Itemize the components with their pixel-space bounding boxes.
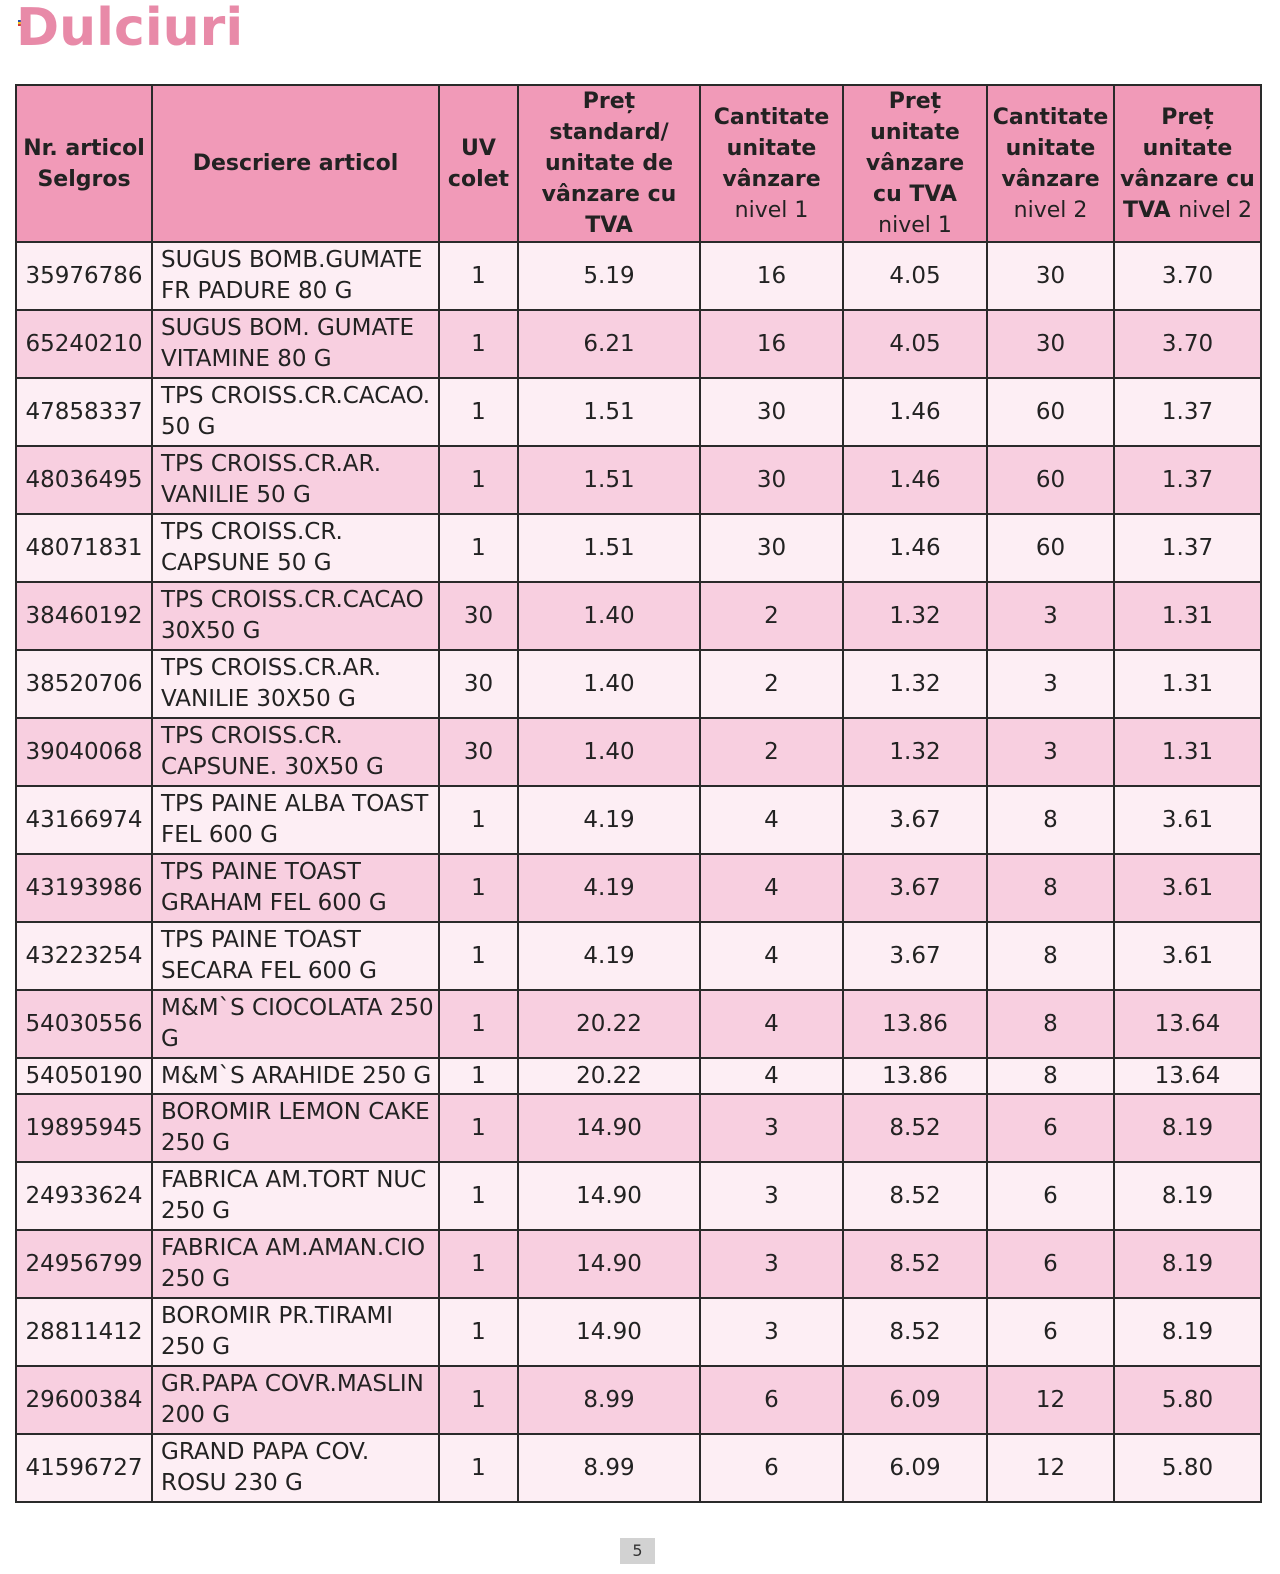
cell-descriere: SUGUS BOMB.GUMATE FR PADURE 80 G [152,242,439,310]
header-pret-nivel-1: Preț unitate vânzare cu TVA nivel 1 [843,85,987,242]
cell-pret-nivel-2: 1.31 [1114,718,1261,786]
cell-pret-standard: 8.99 [518,1366,700,1434]
cell-pret-nivel-1: 8.52 [843,1298,987,1366]
page-title: Dulciuri [16,0,244,58]
cell-descriere: TPS PAINE ALBA TOAST FEL 600 G [152,786,439,854]
cell-pret-nivel-2: 5.80 [1114,1434,1261,1502]
cell-nr-articol: 48071831 [16,514,152,582]
cell-nr-articol: 35976786 [16,242,152,310]
table-row [16,310,1261,378]
cell-uv-colet: 1 [439,446,518,514]
cell-cantitate-nivel-1: 30 [700,514,843,582]
cell-pret-standard: 5.19 [518,242,700,310]
cell-pret-nivel-2: 8.19 [1114,1162,1261,1230]
header-pret-nivel-2: Preț unitate vânzare cu TVA nivel 2 [1114,85,1261,242]
cell-pret-standard: 1.40 [518,582,700,650]
cell-cantitate-nivel-1: 3 [700,1094,843,1162]
cell-pret-nivel-1: 6.09 [843,1434,987,1502]
cell-cantitate-nivel-1: 6 [700,1434,843,1502]
cell-pret-nivel-1: 6.09 [843,1366,987,1434]
cell-cantitate-nivel-2: 8 [987,990,1114,1058]
cell-nr-articol: 39040068 [16,718,152,786]
cell-pret-nivel-1: 1.46 [843,378,987,446]
cell-nr-articol: 24933624 [16,1162,152,1230]
cell-pret-standard: 6.21 [518,310,700,378]
cell-nr-articol: 48036495 [16,446,152,514]
cell-nr-articol: 65240210 [16,310,152,378]
cell-cantitate-nivel-1: 4 [700,786,843,854]
cell-cantitate-nivel-1: 3 [700,1230,843,1298]
cell-pret-nivel-2: 1.37 [1114,378,1261,446]
cell-cantitate-nivel-1: 2 [700,650,843,718]
cell-descriere: TPS PAINE TOAST SECARA FEL 600 G [152,922,439,990]
cell-uv-colet: 30 [439,582,518,650]
header-cantitate-nivel-1: Cantitate unitate vânzare nivel 1 [700,85,843,242]
cell-nr-articol: 24956799 [16,1230,152,1298]
cell-cantitate-nivel-1: 3 [700,1162,843,1230]
cell-cantitate-nivel-2: 30 [987,310,1114,378]
cell-pret-standard: 20.22 [518,990,700,1058]
cell-uv-colet: 1 [439,1298,518,1366]
table-row [16,1094,1261,1162]
cell-cantitate-nivel-2: 6 [987,1162,1114,1230]
cell-cantitate-nivel-2: 3 [987,582,1114,650]
cell-pret-nivel-2: 13.64 [1114,1058,1261,1094]
cell-pret-nivel-1: 1.32 [843,650,987,718]
cell-pret-nivel-1: 13.86 [843,1058,987,1094]
cell-pret-nivel-1: 4.05 [843,242,987,310]
cell-cantitate-nivel-1: 6 [700,1366,843,1434]
cell-cantitate-nivel-2: 60 [987,378,1114,446]
cell-pret-nivel-2: 1.31 [1114,582,1261,650]
page-number: 5 [620,1538,655,1564]
header-nr-articol: Nr. articol Selgros [16,85,152,242]
cell-cantitate-nivel-1: 30 [700,446,843,514]
cell-pret-nivel-1: 1.46 [843,446,987,514]
cell-pret-nivel-1: 13.86 [843,990,987,1058]
cell-pret-nivel-1: 3.67 [843,786,987,854]
header-descriere: Descriere articol [152,85,439,242]
cell-nr-articol: 54030556 [16,990,152,1058]
cell-pret-nivel-1: 1.46 [843,514,987,582]
cell-cantitate-nivel-1: 16 [700,310,843,378]
cell-pret-nivel-2: 1.31 [1114,650,1261,718]
cell-nr-articol: 54050190 [16,1058,152,1094]
cell-nr-articol: 43223254 [16,922,152,990]
cell-uv-colet: 1 [439,1434,518,1502]
cell-uv-colet: 1 [439,310,518,378]
cell-pret-standard: 8.99 [518,1434,700,1502]
cell-nr-articol: 47858337 [16,378,152,446]
table-body [16,242,1261,1502]
cell-descriere: TPS CROISS.CR. CAPSUNE. 30X50 G [152,718,439,786]
cell-descriere: BOROMIR PR.TIRAMI 250 G [152,1298,439,1366]
cell-pret-nivel-2: 8.19 [1114,1094,1261,1162]
cell-cantitate-nivel-1: 4 [700,854,843,922]
cell-descriere: M&M`S CIOCOLATA 250 G [152,990,439,1058]
cell-cantitate-nivel-2: 8 [987,1058,1114,1094]
cell-pret-nivel-2: 1.37 [1114,446,1261,514]
cell-uv-colet: 1 [439,1162,518,1230]
cell-cantitate-nivel-2: 30 [987,242,1114,310]
cell-cantitate-nivel-2: 6 [987,1230,1114,1298]
cell-pret-nivel-2: 1.37 [1114,514,1261,582]
cell-descriere: TPS CROISS.CR.CACAO 30X50 G [152,582,439,650]
cell-cantitate-nivel-1: 2 [700,718,843,786]
cell-uv-colet: 1 [439,514,518,582]
cell-pret-nivel-1: 8.52 [843,1230,987,1298]
cell-pret-standard: 14.90 [518,1298,700,1366]
price-table [15,84,1262,1503]
cell-uv-colet: 1 [439,786,518,854]
cell-nr-articol: 43193986 [16,854,152,922]
cell-descriere: TPS CROISS.CR. CAPSUNE 50 G [152,514,439,582]
cell-uv-colet: 30 [439,650,518,718]
table-row [16,1298,1261,1366]
cell-descriere: FABRICA AM.TORT NUC 250 G [152,1162,439,1230]
cell-cantitate-nivel-2: 3 [987,718,1114,786]
cell-pret-nivel-2: 8.19 [1114,1230,1261,1298]
table-row [16,582,1261,650]
cell-nr-articol: 28811412 [16,1298,152,1366]
cell-pret-standard: 20.22 [518,1058,700,1094]
cell-descriere: GR.PAPA COVR.MASLIN 200 G [152,1366,439,1434]
cell-cantitate-nivel-1: 4 [700,1058,843,1094]
cell-uv-colet: 1 [439,854,518,922]
cell-pret-standard: 1.51 [518,446,700,514]
cell-pret-nivel-2: 5.80 [1114,1366,1261,1434]
cell-uv-colet: 1 [439,1230,518,1298]
cell-uv-colet: 1 [439,1366,518,1434]
cell-pret-nivel-2: 13.64 [1114,990,1261,1058]
cell-pret-standard: 4.19 [518,786,700,854]
header-uv-colet: UV colet [439,85,518,242]
cell-pret-nivel-1: 3.67 [843,922,987,990]
cell-uv-colet: 1 [439,1094,518,1162]
cell-cantitate-nivel-2: 60 [987,446,1114,514]
cell-pret-nivel-1: 8.52 [843,1094,987,1162]
cell-cantitate-nivel-1: 16 [700,242,843,310]
cell-pret-nivel-2: 3.70 [1114,310,1261,378]
cell-cantitate-nivel-2: 6 [987,1298,1114,1366]
table-row [16,786,1261,854]
cell-descriere: GRAND PAPA COV. ROSU 230 G [152,1434,439,1502]
cell-cantitate-nivel-2: 3 [987,650,1114,718]
table-row [16,514,1261,582]
cell-pret-nivel-1: 4.05 [843,310,987,378]
cell-cantitate-nivel-2: 8 [987,854,1114,922]
cell-descriere: BOROMIR LEMON CAKE 250 G [152,1094,439,1162]
cell-descriere: TPS PAINE TOAST GRAHAM FEL 600 G [152,854,439,922]
cell-pret-standard: 1.51 [518,514,700,582]
cell-descriere: M&M`S ARAHIDE 250 G [152,1058,439,1094]
cell-uv-colet: 1 [439,242,518,310]
cell-cantitate-nivel-1: 3 [700,1298,843,1366]
table-row [16,1058,1261,1094]
cell-descriere: FABRICA AM.AMAN.CIO 250 G [152,1230,439,1298]
cell-pret-nivel-1: 3.67 [843,854,987,922]
cell-nr-articol: 43166974 [16,786,152,854]
table-row [16,922,1261,990]
table-row [16,854,1261,922]
cell-pret-standard: 4.19 [518,854,700,922]
cell-cantitate-nivel-2: 6 [987,1094,1114,1162]
table-row [16,650,1261,718]
cell-descriere: TPS CROISS.CR.AR. VANILIE 30X50 G [152,650,439,718]
cell-descriere: SUGUS BOM. GUMATE VITAMINE 80 G [152,310,439,378]
cell-cantitate-nivel-1: 4 [700,990,843,1058]
cell-pret-nivel-1: 1.32 [843,582,987,650]
cell-cantitate-nivel-2: 8 [987,922,1114,990]
table-row [16,1434,1261,1502]
cell-pret-nivel-2: 3.70 [1114,242,1261,310]
cell-pret-nivel-2: 8.19 [1114,1298,1261,1366]
header-cantitate-nivel-2: Cantitate unitate vânzare nivel 2 [987,85,1114,242]
cell-pret-standard: 14.90 [518,1162,700,1230]
cell-cantitate-nivel-1: 4 [700,922,843,990]
cell-uv-colet: 1 [439,378,518,446]
cell-descriere: TPS CROISS.CR.CACAO. 50 G [152,378,439,446]
cell-nr-articol: 29600384 [16,1366,152,1434]
cell-uv-colet: 1 [439,990,518,1058]
cell-uv-colet: 30 [439,718,518,786]
cell-nr-articol: 38460192 [16,582,152,650]
cell-nr-articol: 38520706 [16,650,152,718]
cell-pret-nivel-2: 3.61 [1114,854,1261,922]
table-row [16,242,1261,310]
table-row [16,1162,1261,1230]
cell-cantitate-nivel-1: 30 [700,378,843,446]
table-row [16,378,1261,446]
table-row [16,718,1261,786]
table-row [16,446,1261,514]
table-row [16,990,1261,1058]
table-row [16,1366,1261,1434]
cell-pret-standard: 14.90 [518,1230,700,1298]
cell-cantitate-nivel-2: 60 [987,514,1114,582]
header-pret-standard: Preț standard/ unitate de vânzare cu TVA [518,85,700,242]
cell-cantitate-nivel-1: 2 [700,582,843,650]
cell-nr-articol: 19895945 [16,1094,152,1162]
cell-pret-nivel-2: 3.61 [1114,922,1261,990]
cell-cantitate-nivel-2: 12 [987,1434,1114,1502]
cell-cantitate-nivel-2: 12 [987,1366,1114,1434]
cell-descriere: TPS CROISS.CR.AR. VANILIE 50 G [152,446,439,514]
cell-pret-standard: 4.19 [518,922,700,990]
cell-pret-standard: 1.51 [518,378,700,446]
header-row [16,85,1261,242]
cell-nr-articol: 41596727 [16,1434,152,1502]
cell-uv-colet: 1 [439,922,518,990]
cell-uv-colet: 1 [439,1058,518,1094]
cell-pret-standard: 1.40 [518,650,700,718]
cell-pret-standard: 14.90 [518,1094,700,1162]
cell-pret-nivel-1: 1.32 [843,718,987,786]
cell-pret-nivel-1: 8.52 [843,1162,987,1230]
cell-cantitate-nivel-2: 8 [987,786,1114,854]
cell-pret-standard: 1.40 [518,718,700,786]
table-row [16,1230,1261,1298]
cell-pret-nivel-2: 3.61 [1114,786,1261,854]
